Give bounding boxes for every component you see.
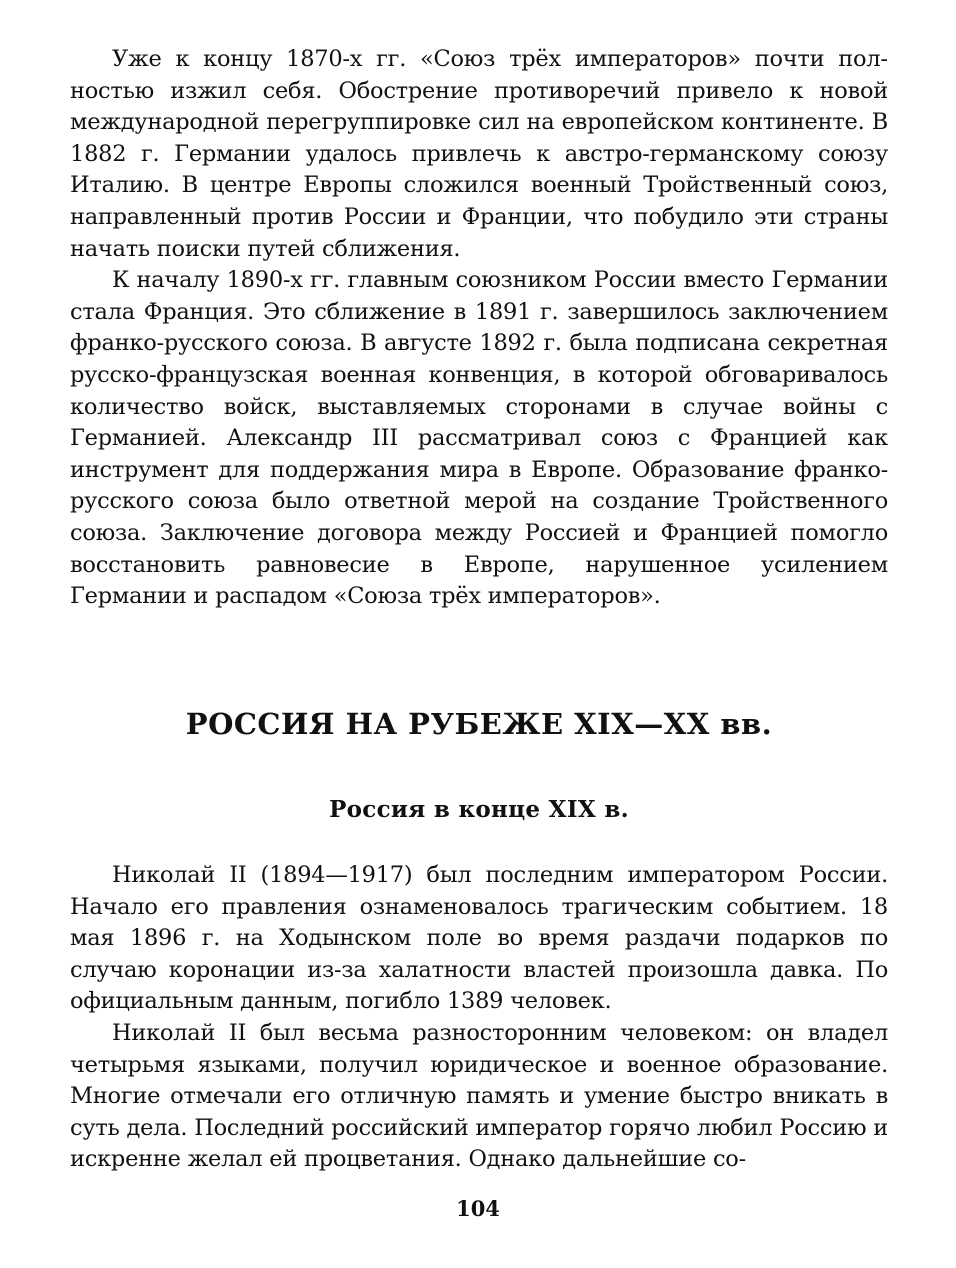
- chapter-title: РОССИЯ НА РУБЕЖЕ XIX—XX вв.: [185, 707, 773, 741]
- text-block-bottom: [70, 860, 888, 1176]
- paragraph-nicholas-khodynka: Николай II (1894—1917) был последним императором России. Начало его правления ознаменовалось трагическим событием. 18 мая 1896 г. на Ходынском поле во время раздачи подарков по случаю коронации из-за халатности властей произошла давка. По официальным данным, погибло 1389 человек.: [70, 862, 888, 1015]
- section-title: Россия в конце XIX в.: [329, 796, 629, 823]
- text-block-top: [70, 44, 888, 613]
- page-number: 104: [456, 1196, 500, 1221]
- paragraph-triple-alliance: Уже к концу 1870-х гг. «Союз трёх императоров» почти полностью изжил себя. Обострение противоречий привело к новой международной перегруппировке сил на европейском континенте. В 1882 г. Германии удалось привлечь к австро-германскому союзу Италию. В центре Европы сложился военный Тройственный союз, направленный против России и Франции, что побудило эти страны начать поиски путей сближения.: [70, 46, 888, 262]
- paragraph-nicholas-character: Николай II был весьма разносторонним человеком: он владел четырьмя языками, получил юридическое и военное образование. Многие отмечали его отличную память и умение быстро вникать в суть дела. Последний российский император горячо любил Россию и искренне желал ей процветания. Однако дальнейшие со-: [70, 1019, 888, 1173]
- paragraph-franco-russian-alliance: К началу 1890-х гг. главным союзником России вместо Германии стала Франция. Это сближение в 1891 г. завершилось заключением франко-русского союза. В августе 1892 г. была подписана секретная русско-французская военная конвенция, в которой обговаривалось количество войск, выставляемых сторонами в случае войны с Германией. Александр III рассматривал союз с Францией как инструмент для поддержания мира в Европе. Образование франко-русского союза было ответной мерой на создание Тройственного союза. Заключение договора между Россией и Францией помогло восстановить равновесие в Европе, нарушенное усилением Германии и распадом «Союза трёх императоров».: [70, 267, 888, 610]
